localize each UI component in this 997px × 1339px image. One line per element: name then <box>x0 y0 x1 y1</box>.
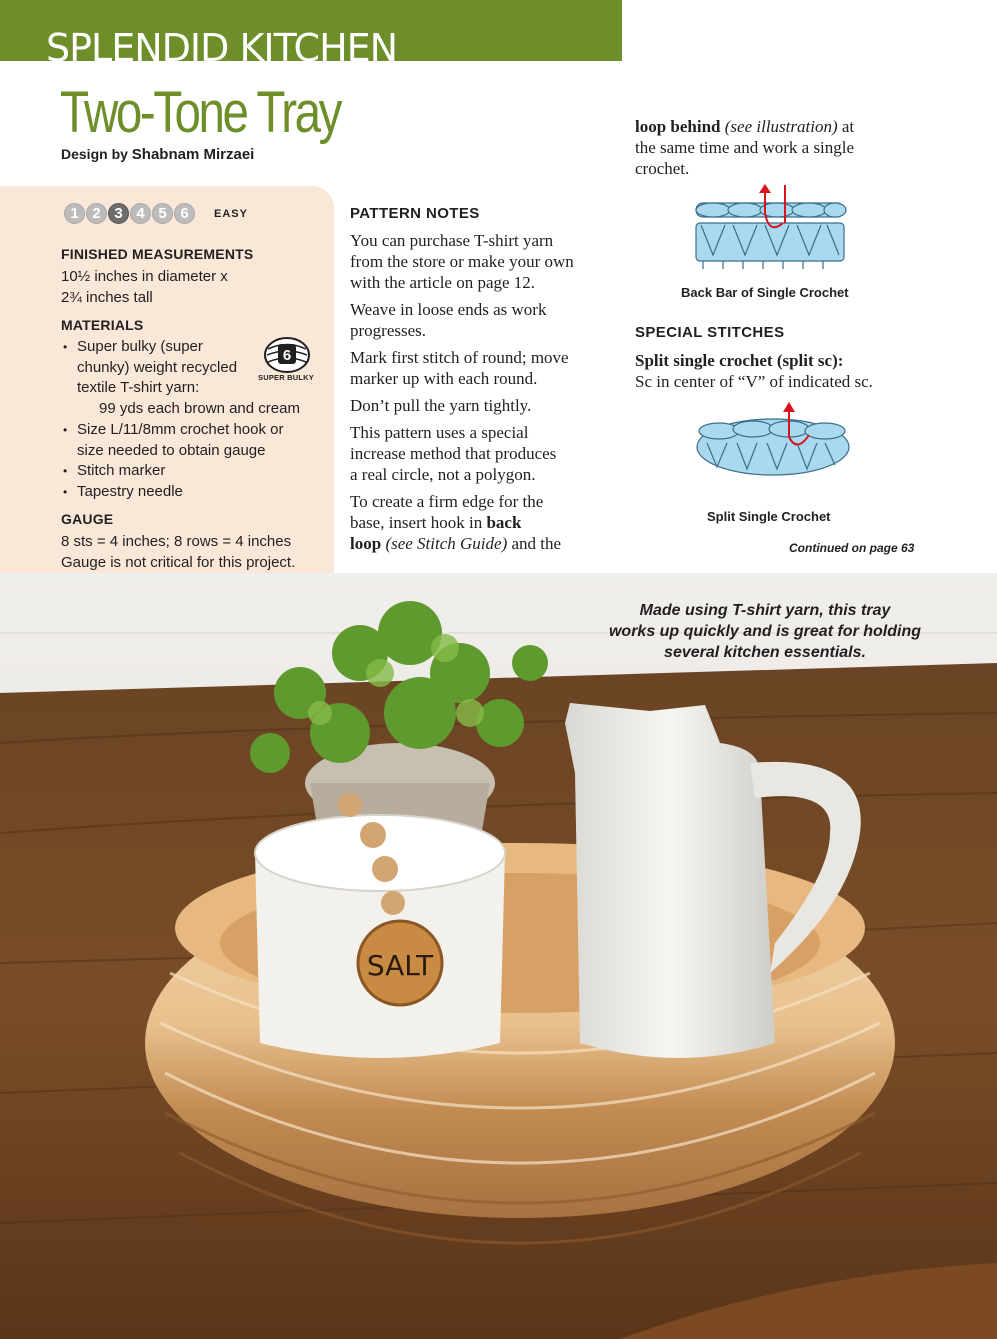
skill-level <box>64 203 248 224</box>
byline-prefix: Design by <box>61 146 132 162</box>
note-paragraph: To create a firm edge for the base, insert hook in back loop (see Stitch Guide) and the <box>350 492 562 553</box>
gauge-line: 8 sts = 4 inches; 8 rows = 4 inches <box>61 533 292 550</box>
skill-level-4: 4 <box>130 203 151 224</box>
salt-label: SALT <box>366 949 434 982</box>
continued-instruction: loop behind (see illustration) at the same time and work a single crochet. <box>635 117 855 178</box>
skill-level-3: 3 <box>108 203 129 224</box>
skill-level-label: EASY <box>214 207 248 220</box>
note-paragraph: You can purchase T-shirt yarn from the store or make your own with the article on page 12. <box>350 231 574 292</box>
section-name: SPLENDID KITCHEN <box>46 26 398 70</box>
photo-caption: Made using T-shirt yarn, this tray works up quickly and is great for holding several kitchen essentials. <box>608 602 922 661</box>
finished-measurements-heading: FINISHED MEASUREMENTS <box>61 246 254 262</box>
back-bar-caption: Back Bar of Single Crochet <box>681 285 849 300</box>
split-sc-illustration <box>693 397 853 482</box>
pattern-notes <box>350 205 620 560</box>
byline <box>61 146 254 163</box>
skill-level-1: 1 <box>64 203 85 224</box>
materials-heading: MATERIALS <box>61 317 144 333</box>
special-stitches-heading: SPECIAL STITCHES <box>635 324 785 341</box>
note-paragraph: Don’t pull the yarn tightly. <box>350 396 532 415</box>
designer-name: Shabnam Mirzaei <box>131 146 255 163</box>
note-paragraph: Mark first stitch of round; move marker up with each round. <box>350 348 569 388</box>
skill-level-6: 6 <box>174 203 195 224</box>
skill-level-2: 2 <box>86 203 107 224</box>
gauge-line: Gauge is not critical for this project. <box>61 554 296 571</box>
split-sc-definition: Split single crochet (split sc): Sc in center of “V” of indicated sc. <box>635 351 873 391</box>
pattern-notes-heading: PATTERN NOTES <box>350 205 480 222</box>
list-item: • Super bulky (super chunky) weight recycled textile T-shirt yarn: <box>61 337 321 399</box>
continued-note: Continued on page 63 <box>789 541 915 555</box>
list-item: 99 yds each brown and cream <box>99 400 300 418</box>
yarn-weight-label: SUPER BULKY <box>258 373 314 382</box>
skill-level-5: 5 <box>152 203 173 224</box>
back-bar-illustration <box>693 183 848 269</box>
gauge-heading: GAUGE <box>61 511 114 527</box>
measurement-line: 2¾ inches tall <box>61 289 153 306</box>
list-item: • Size L/11/8mm crochet hook or size needed to obtain gauge <box>61 420 321 461</box>
list-item: • Stitch marker <box>61 461 321 482</box>
note-paragraph: Weave in loose ends as work progresses. <box>350 300 547 340</box>
note-paragraph: This pattern uses a special increase method that produces a real circle, not a polygon. <box>350 423 557 484</box>
yarn-weight-number: 6 <box>282 347 292 364</box>
measurement-line: 10½ inches in diameter x <box>61 268 228 285</box>
tray-photo <box>0 573 997 1339</box>
list-item: • Tapestry needle <box>61 482 321 503</box>
split-sc-caption: Split Single Crochet <box>707 509 831 524</box>
page-title: Two-Tone Tray <box>60 80 340 145</box>
